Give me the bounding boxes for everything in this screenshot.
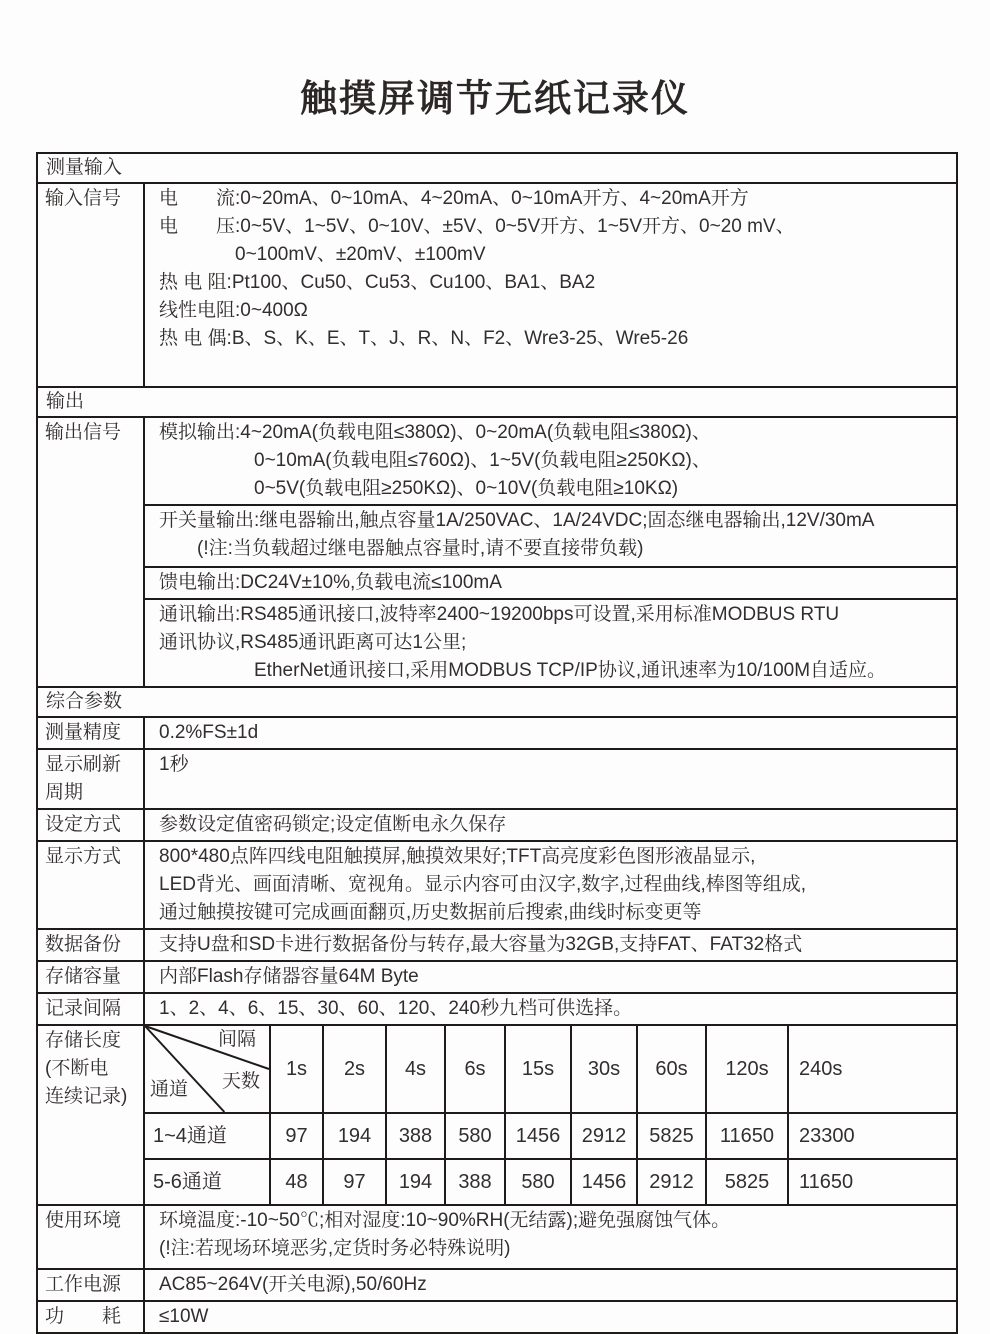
days-value: 48 (270, 1159, 323, 1204)
display-mode-value: 800*480点阵四线电阻触摸屏,触摸效果好;TFT高亮度彩色图形液晶显示, LED背光、画面清晰、宽视角。显示内容可由汉字,数字,过程曲线,棒图等组成, 通过触摸按键可完成画面翻页,历史数据前后搜索,曲线时标变更等 (144, 841, 957, 929)
days-value: 2912 (637, 1159, 706, 1204)
power-consumption-label: 功 耗 (37, 1301, 144, 1333)
storage-header-row (145, 1026, 956, 1113)
days-value: 97 (270, 1113, 323, 1159)
days-value: 580 (505, 1159, 571, 1204)
subrow-comm-output: 通讯输出:RS485通讯接口,波特率2400~19200bps可设置,采用标准MODBUS RTU 通讯协议,RS485通讯距离可达1公里; EtherNet通讯接口,采用MODBUS TCP/IP协议,通讯速率为10/100M自适应。 (159, 604, 887, 681)
input-signal-label: 输入信号 (37, 183, 144, 387)
input-signal-value: 电 流:0~20mA、0~10mA、4~20mA、0~10mA开方、4~20mA开方 电 压:0~5V、1~5V、0~10V、±5V、0~5V开方、1~5V开方、0~20 mV、 0~100mV、±20mV、±100mV 热 电 阻:Pt100、Cu50、Cu53、Cu100、BA1、BA2 线性电阻:0~400Ω 热 电 偶:B、S、K、E、T、J、R、N、F2、Wre3-25、Wre5-26 (144, 183, 957, 387)
days-value: 2912 (571, 1113, 637, 1159)
spec-table (36, 152, 958, 1334)
corner-days-label: 天数 (221, 1071, 260, 1092)
record-interval-value: 1、2、4、6、15、30、60、120、240秒九档可供选择。 (144, 993, 957, 1025)
row-storage-capacity (37, 961, 957, 993)
row-section-measurement-input (37, 153, 957, 183)
storage-row-ch1-4 (145, 1113, 956, 1159)
storage-capacity-label: 存储容量 (37, 961, 144, 993)
days-value: 388 (445, 1159, 505, 1204)
days-value: 194 (323, 1113, 386, 1159)
storage-length-label: 存储长度 (不断电 连续记录) (37, 1025, 144, 1205)
row-display-mode (37, 841, 957, 929)
row-environment (37, 1205, 957, 1269)
refresh-period-value: 1秒 (144, 749, 957, 809)
corner-channel-label: 通道 (150, 1079, 189, 1100)
interval-header: 1s (270, 1026, 323, 1113)
row-refresh-period (37, 749, 957, 809)
days-value: 5825 (637, 1113, 706, 1159)
data-backup-value: 支持U盘和SD卡进行数据备份与转存,最大容量为32GB,支持FAT、FAT32格式 (144, 929, 957, 961)
days-value: 11650 (788, 1159, 956, 1204)
subrow-feed-output: 馈电输出:DC24V±10%,负载电流≤100mA (145, 568, 956, 600)
interval-header: 15s (505, 1026, 571, 1113)
page-title: 触摸屏调节无纸记录仪 (300, 78, 690, 119)
subrow-switch-output: 开关量输出:继电器输出,触点容量1A/250VAC、1A/24VDC;固态继电器输出,12V/30mA (!注:当负载超过继电器触点容量时,请不要直接带负载) (145, 506, 956, 568)
days-value: 5825 (706, 1159, 788, 1204)
row-output-signal (37, 417, 957, 687)
days-value: 11650 (706, 1113, 788, 1159)
row-record-interval (37, 993, 957, 1025)
setting-method-label: 设定方式 (37, 809, 144, 841)
days-value: 97 (323, 1159, 386, 1204)
display-mode-label: 显示方式 (37, 841, 144, 929)
interval-header: 60s (637, 1026, 706, 1113)
days-value: 580 (445, 1113, 505, 1159)
output-signal-label: 输出信号 (37, 417, 144, 687)
corner-interval-label: 间隔 (217, 1029, 256, 1050)
row-storage-length (37, 1025, 957, 1205)
data-backup-label: 数据备份 (37, 929, 144, 961)
row-power-consumption (37, 1301, 957, 1333)
channel-label: 5-6通道 (145, 1159, 270, 1204)
refresh-period-label: 显示刷新 周期 (37, 749, 144, 809)
section-output-label: 输出 (37, 387, 957, 417)
days-value: 388 (386, 1113, 445, 1159)
output-signal-value (144, 417, 957, 687)
accuracy-label: 测量精度 (37, 717, 144, 749)
storage-corner-cell (145, 1026, 270, 1113)
row-input-signal (37, 183, 957, 387)
subrow-analog-output: 模拟输出:4~20mA(负载电阻≤380Ω)、0~20mA(负载电阻≤380Ω)、 0~10mA(负载电阻≤760Ω)、1~5V(负载电阻≥250KΩ)、 0~5V(负载电阻≥250KΩ)、0~10V(负载电阻≥10KΩ) (145, 418, 956, 506)
row-accuracy (37, 717, 957, 749)
row-section-output (37, 387, 957, 417)
interval-header: 120s (706, 1026, 788, 1113)
interval-header: 30s (571, 1026, 637, 1113)
environment-value: 环境温度:-10~50℃;相对湿度:10~90%RH(无结露);避免强腐蚀气体。 (!注:若现场环境恶劣,定货时务必特殊说明) (144, 1205, 957, 1269)
accuracy-value: 0.2%FS±1d (144, 717, 957, 749)
row-section-general-params (37, 687, 957, 717)
days-value: 1456 (571, 1159, 637, 1204)
days-value: 194 (386, 1159, 445, 1204)
record-interval-label: 记录间隔 (37, 993, 144, 1025)
row-setting-method (37, 809, 957, 841)
storage-row-ch5-6 (145, 1159, 956, 1204)
power-consumption-value: ≤10W (144, 1301, 957, 1333)
section-measurement-input-label: 测量输入 (37, 153, 957, 183)
power-supply-value: AC85~264V(开关电源),50/60Hz (144, 1269, 957, 1301)
days-value: 23300 (788, 1113, 956, 1159)
environment-label: 使用环境 (37, 1205, 144, 1269)
setting-method-value: 参数设定值密码锁定;设定值断电永久保存 (144, 809, 957, 841)
interval-header: 4s (386, 1026, 445, 1113)
storage-length-value (144, 1025, 957, 1205)
row-power-supply (37, 1269, 957, 1301)
interval-header: 240s (788, 1026, 956, 1113)
days-value: 1456 (505, 1113, 571, 1159)
storage-capacity-value: 内部Flash存储器容量64M Byte (144, 961, 957, 993)
row-data-backup (37, 929, 957, 961)
storage-days-table (145, 1026, 956, 1204)
power-supply-label: 工作电源 (37, 1269, 144, 1301)
channel-label: 1~4通道 (145, 1113, 270, 1159)
interval-header: 2s (323, 1026, 386, 1113)
section-general-params-label: 综合参数 (37, 687, 957, 717)
interval-header: 6s (445, 1026, 505, 1113)
